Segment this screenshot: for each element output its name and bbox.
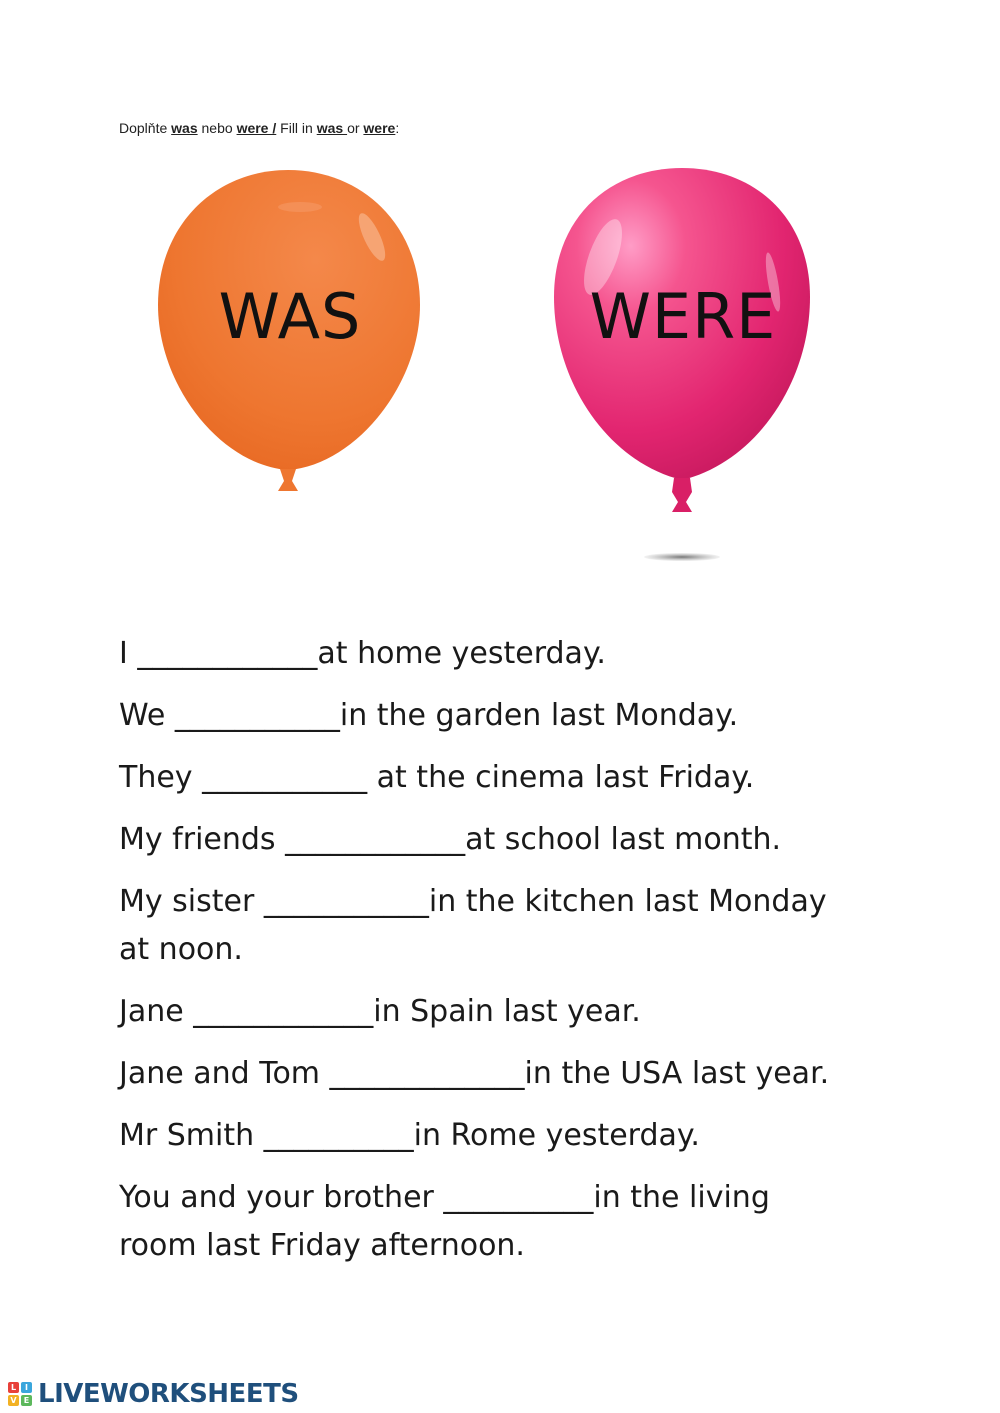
- logo-cell: E: [21, 1395, 32, 1406]
- instruction-part: Doplňte: [119, 120, 172, 136]
- sentence-8[interactable]: Mr Smith __________in Rome yesterday.: [119, 1118, 700, 1153]
- instruction-part: or: [347, 120, 364, 136]
- instruction-part: :: [395, 120, 400, 136]
- were-balloon: [548, 162, 818, 567]
- liveworksheets-logo[interactable]: [8, 1378, 299, 1410]
- sentence-2[interactable]: We ___________in the garden last Monday.: [119, 698, 739, 733]
- instruction-was: was: [171, 120, 198, 136]
- were-label: WERE: [589, 280, 777, 353]
- sentence-6[interactable]: Jane ____________in Spain last year.: [119, 994, 641, 1029]
- logo-cell: V: [8, 1395, 19, 1406]
- instruction-were: were: [363, 120, 396, 136]
- was-balloon: [150, 165, 430, 500]
- sentence-5[interactable]: My sister ___________in the kitchen last Monday at noon.: [119, 884, 827, 967]
- logo-text: LIVEWORKSHEETS: [38, 1379, 299, 1409]
- sentence-4[interactable]: My friends ____________at school last month.: [119, 822, 782, 857]
- sentence-1[interactable]: I ____________at home yesterday.: [119, 636, 606, 671]
- instruction-text: [119, 120, 399, 136]
- pink-balloon-icon: [548, 162, 818, 567]
- instruction-was: was: [316, 120, 348, 136]
- sentence-9[interactable]: You and your brother __________in the living room last Friday afternoon.: [119, 1180, 770, 1263]
- instruction-part: nebo: [197, 120, 237, 136]
- sentence-7[interactable]: Jane and Tom _____________in the USA last year.: [119, 1056, 830, 1091]
- logo-cell: I: [21, 1382, 32, 1393]
- was-label: WAS: [218, 280, 362, 353]
- instruction-were: were /: [236, 120, 277, 136]
- logo-cell: L: [8, 1382, 19, 1393]
- exercise-sentences: [119, 630, 919, 1284]
- sentence-3[interactable]: They ___________ at the cinema last Friday.: [119, 760, 755, 795]
- instruction-part: Fill in: [276, 120, 317, 136]
- logo-grid-icon: [8, 1382, 32, 1406]
